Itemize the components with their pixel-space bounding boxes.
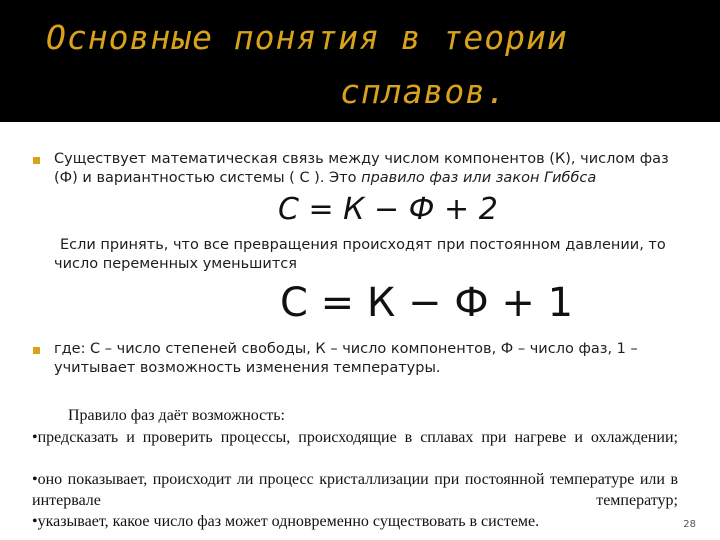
rule-item-3: •указывает, какое число фаз может одновременно существовать в системе. — [32, 513, 540, 530]
bullet-marker-1 — [33, 157, 40, 164]
gibbs-rule-term: правило фаз или закон Гиббса — [361, 170, 597, 186]
title-bar — [0, 0, 720, 122]
bullet-1-text: Существует математическая связь между числом компонентов (К), числом фаз (Ф) и вариантностью системы ( С ). Это — [54, 151, 669, 186]
slide-title-line-1: Основные понятия в теории — [46, 18, 568, 57]
formula-phase-rule: С = К − Ф + 2 — [278, 192, 498, 227]
bullet-paragraph-2: где: С – число степеней свободы, К – число компонентов, Ф – число фаз, 1 – учитывает возможность изменения температуры. — [54, 341, 638, 376]
rule-item-1: •предсказать и проверить процессы, происходящие в сплавах при нагреве и охлаждении; — [32, 429, 678, 446]
bullet-marker-2 — [33, 347, 40, 354]
pressure-paragraph: Если принять, что все превращения происходят при постоянном давлении, то число переменных уменьшится — [54, 237, 666, 272]
rule-item-2: •оно показывает, происходит ли процесс кристаллизации при постоянной температуре или в интервале температур; — [32, 471, 678, 509]
rule-heading: Правило фаз даёт возможность: — [68, 407, 285, 424]
slide-title-line-2: сплавов. — [340, 72, 507, 111]
page-number: 28 — [683, 519, 696, 530]
bullet-paragraph-1 — [54, 150, 694, 188]
formula-phase-rule-constant-pressure: С = К − Ф + 1 — [280, 280, 574, 326]
